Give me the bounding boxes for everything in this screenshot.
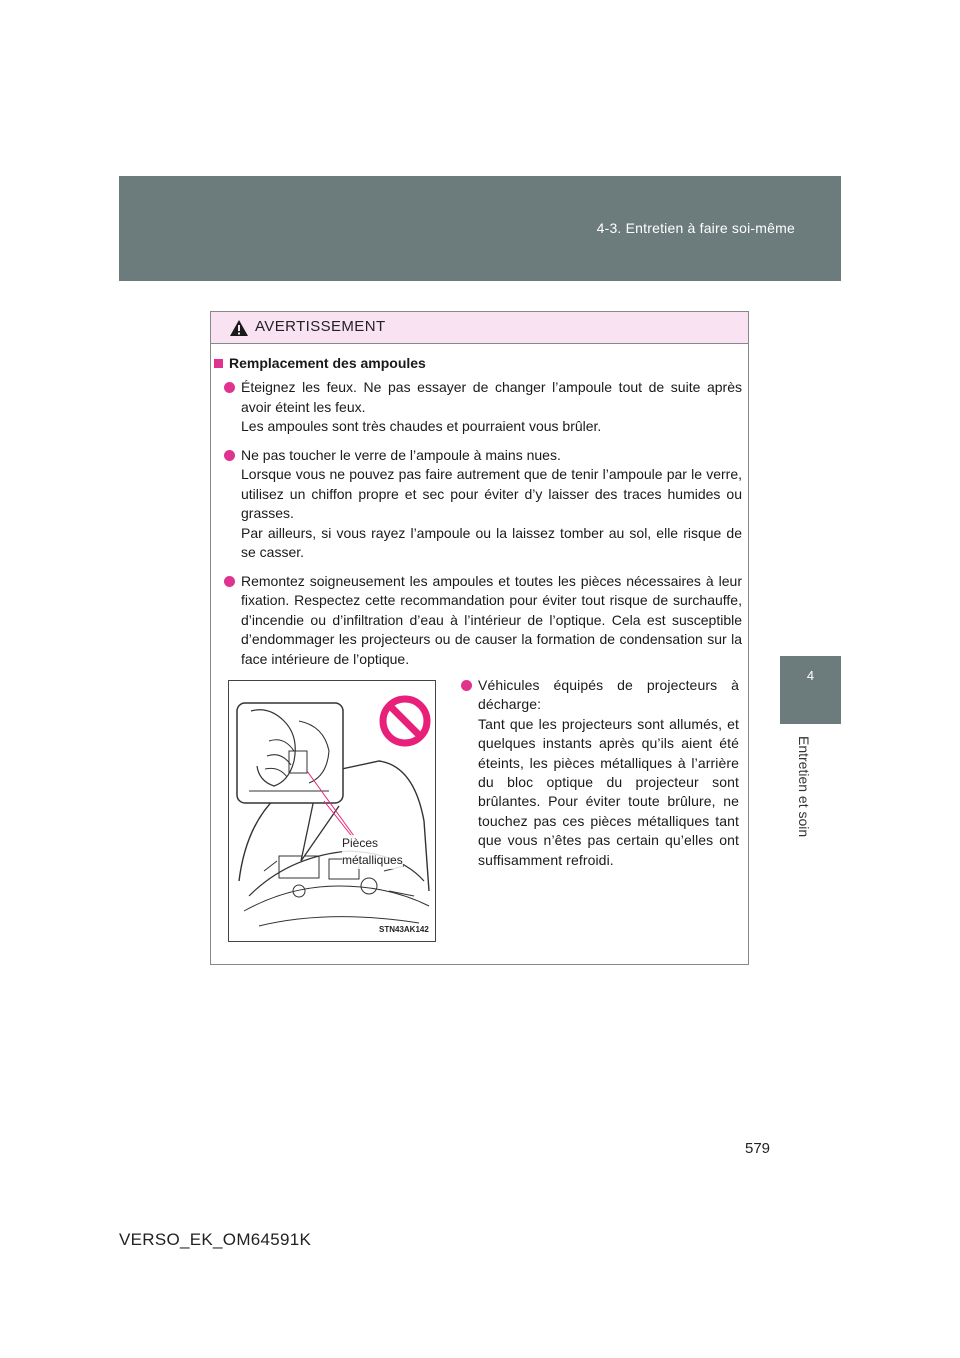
label-line: Pièces	[342, 836, 379, 850]
bullet-paragraph: Remontez soigneusement les ampoules et toutes les pièces nécessaires à leur fixation. Respectez cette recommandation pour éviter tout risque de surchauffe, d’incendie ou d’infiltration d’eau à l’intérieur de l’optique. Cela est susceptible d’endommager les projecteurs ou de causer la formation de condensation sur la face intérieure de l’optique.	[241, 572, 742, 667]
bullet-paragraph: Les ampoules sont très chaudes et pourraient vous brûler.	[241, 418, 602, 434]
bullet-paragraph: Ne pas toucher le verre de l’ampoule à mains nues.	[241, 446, 561, 463]
label-line: métalliques	[342, 853, 403, 867]
warning-header	[211, 312, 748, 344]
chapter-tab	[780, 656, 841, 724]
illustration-drawing	[229, 681, 436, 942]
warning-box	[210, 311, 749, 965]
header-band	[119, 176, 841, 281]
warning-bullets	[224, 378, 742, 678]
warning-triangle-icon	[229, 319, 249, 337]
bullet-paragraph: Lorsque vous ne pouvez pas faire autrement que de tenir l’ampoule par le verre, utilisez un chiffon propre et sec pour éviter d’y laisser des traces humides ou grasses.	[241, 466, 742, 521]
section-heading	[214, 355, 426, 371]
bullet-item	[461, 676, 739, 870]
bullet-dot-icon	[461, 680, 472, 691]
section-title: 4-3. Entretien à faire soi-même	[596, 220, 795, 236]
side-bullet	[461, 676, 739, 879]
metal-parts-label	[342, 835, 403, 869]
bullet-item	[224, 378, 742, 437]
prohibition-icon	[383, 699, 427, 743]
bullet-dot-icon	[224, 450, 235, 461]
bullet-item	[224, 572, 742, 670]
bullet-paragraph: Tant que les projecteurs sont allumés, et quelques instants après qu’ils aient été éteints, les pièces métalliques à l’arrière du bloc optique du projecteur sont brûlantes. Pour éviter toute brûlure, ne touchez pas ces pièces métalliques tant que vous n’êtes pas certain qu’elles ont suffisamment refroidi.	[478, 715, 739, 868]
bullet-paragraph: Véhicules équipés de projecteurs à décharge:	[478, 677, 739, 713]
footer-code: VERSO_EK_OM64591K	[119, 1230, 312, 1249]
bullet-dot-icon	[224, 576, 235, 587]
warning-title: AVERTISSEMENT	[255, 318, 386, 335]
engine-bay-illustration	[228, 680, 436, 942]
bullet-paragraph: Éteignez les feux. Ne pas essayer de changer l’ampoule tout de suite après avoir éteint les feux.	[241, 379, 742, 415]
page-number: 579	[745, 1140, 771, 1157]
bullet-item	[224, 446, 742, 563]
bullet-dot-icon	[224, 382, 235, 393]
section-heading-text: Remplacement des ampoules	[229, 355, 426, 371]
chapter-number: 4	[806, 668, 815, 683]
chapter-label: Entretien et soin	[796, 736, 812, 838]
bullet-paragraph: Par ailleurs, si vous rayez l’ampoule ou la laissez tomber au sol, elle risque de se casser.	[241, 524, 742, 560]
figure-code: STN43AK142	[379, 925, 429, 934]
square-bullet-icon	[214, 359, 223, 368]
